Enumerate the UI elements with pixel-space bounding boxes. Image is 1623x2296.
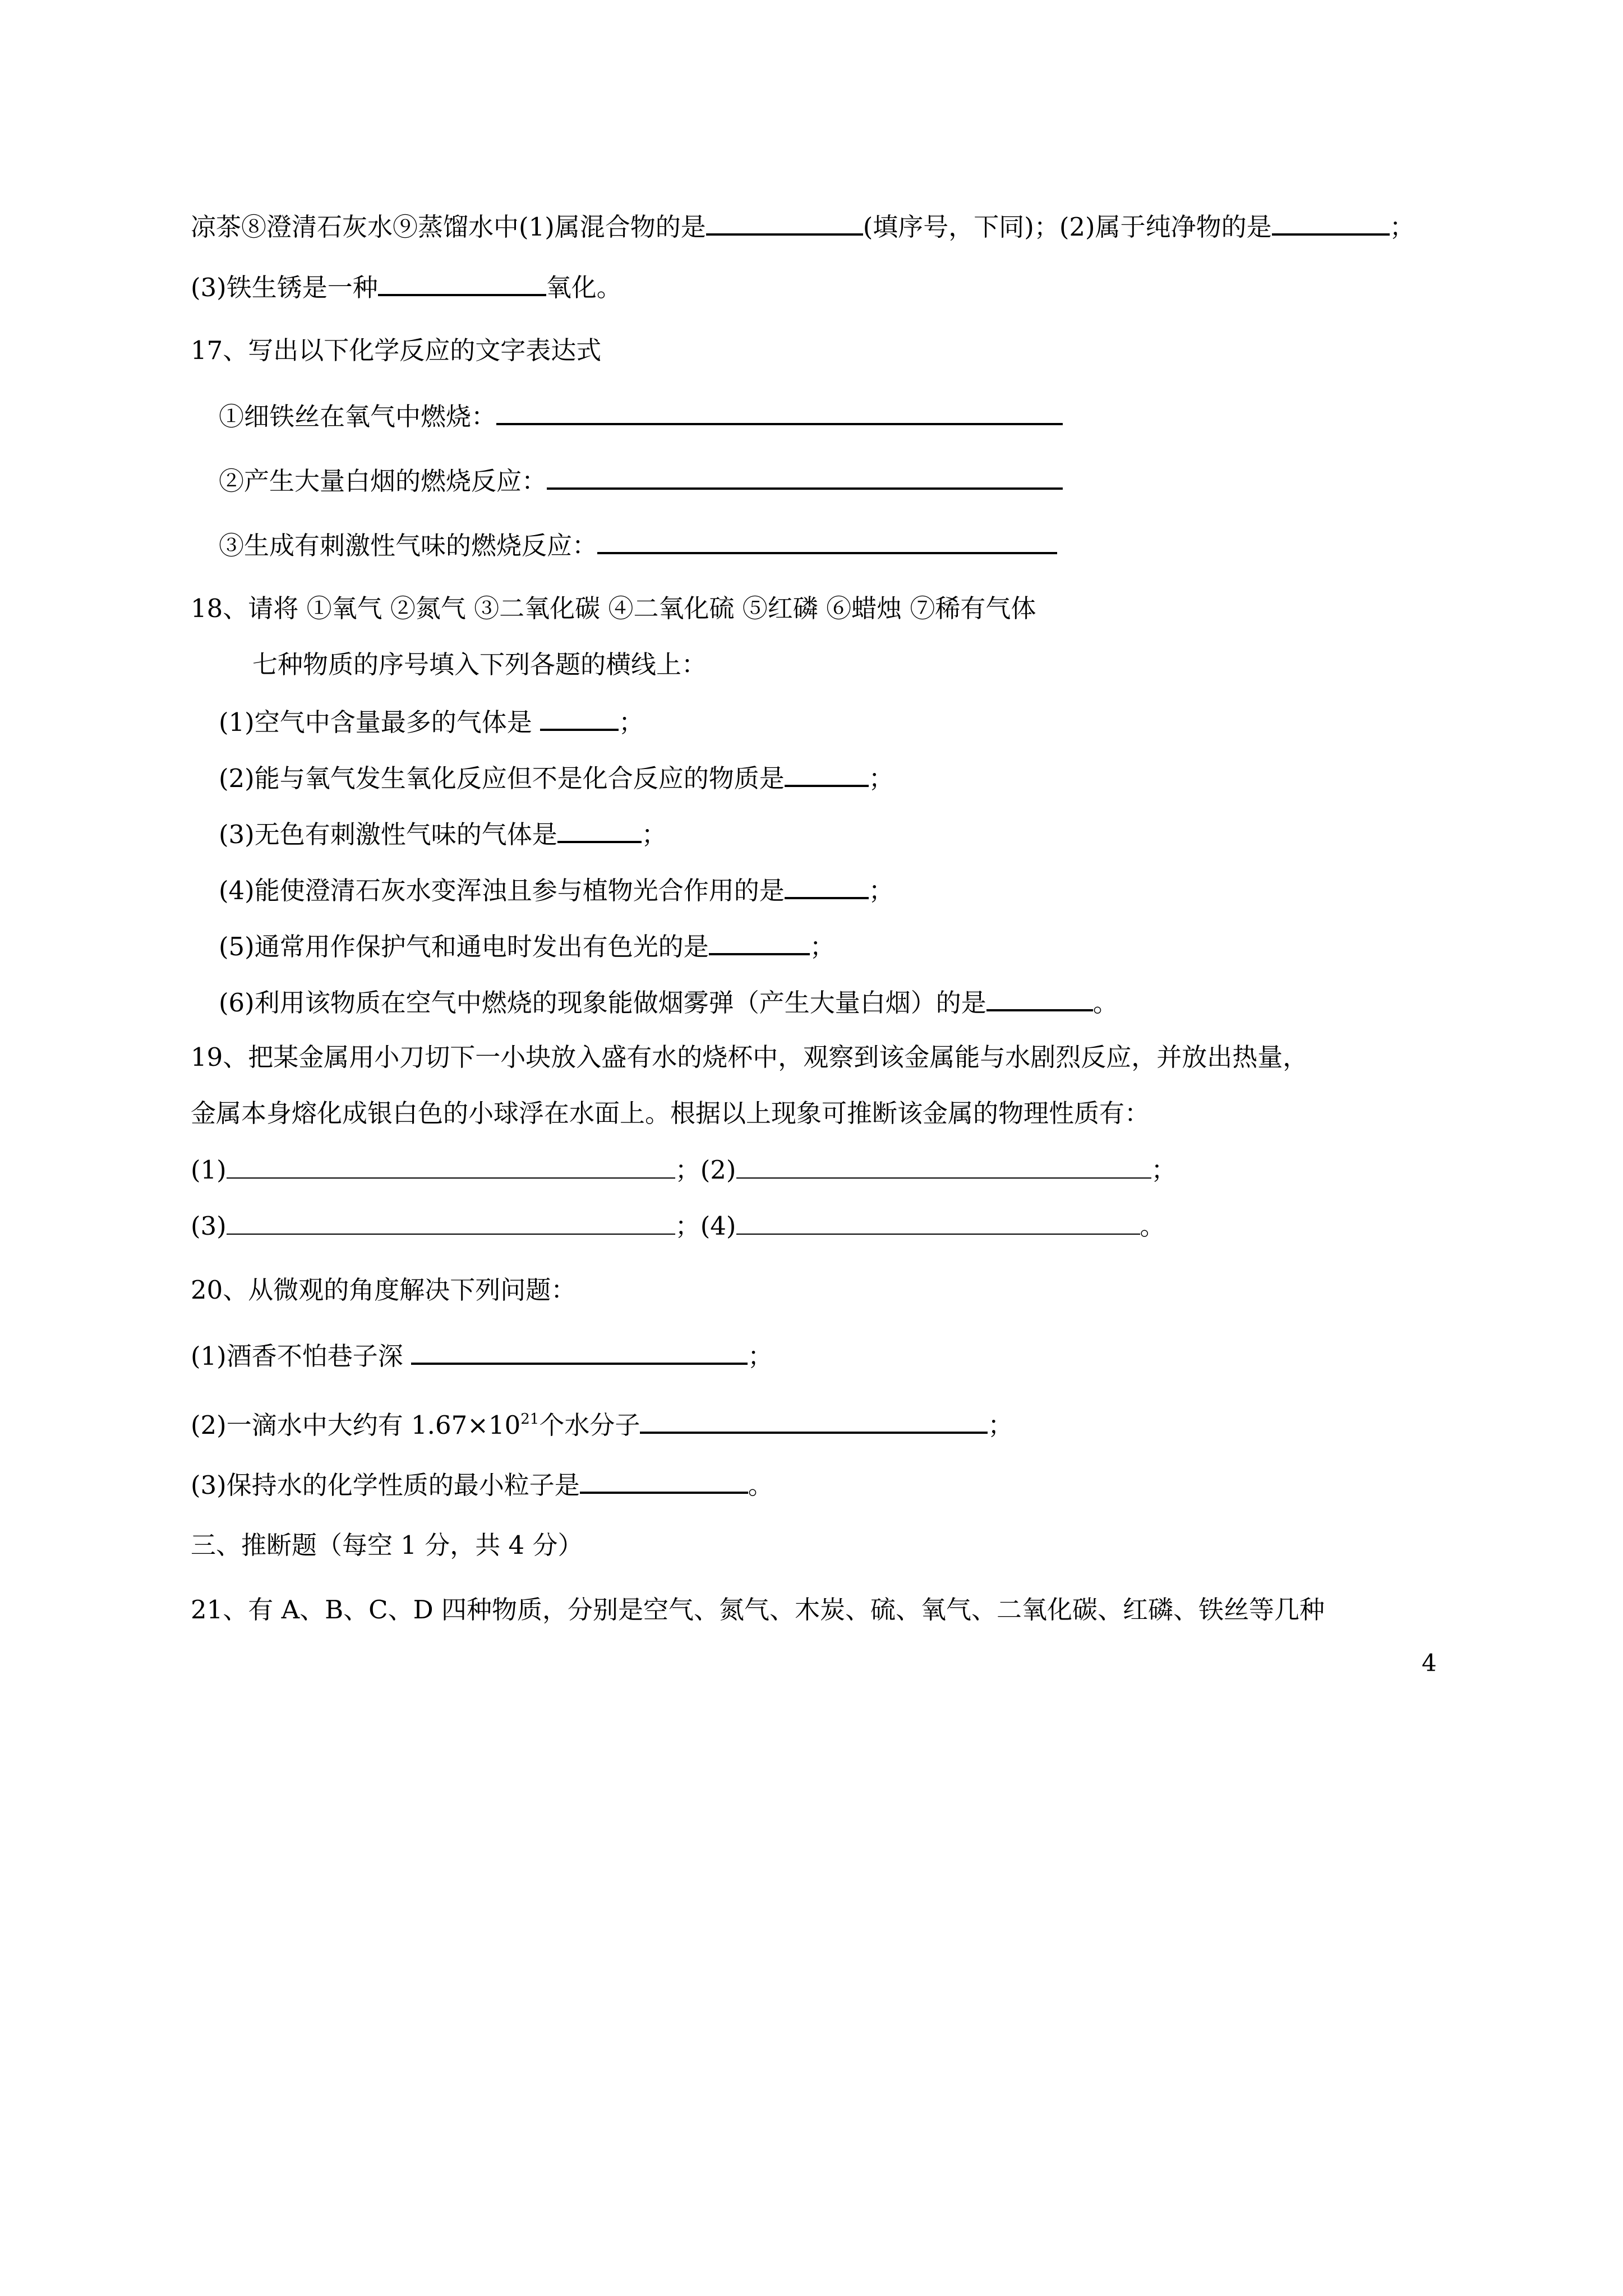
q18-item1-text: (1)空气中含量最多的气体是 xyxy=(219,707,532,737)
q16-answer-blank-2[interactable] xyxy=(1272,209,1390,236)
q18-title: 18、请将 ①氧气 ②氮气 ③二氧化碳 ④二氧化硫 ⑤红磷 ⑥蜡烛 ⑦稀有气体 xyxy=(191,593,1036,623)
q17-answer-blank-2[interactable] xyxy=(547,463,1063,490)
q18-answer-blank-3[interactable] xyxy=(557,816,642,843)
q20-answer-blank-1[interactable] xyxy=(411,1338,748,1365)
q17-item1 xyxy=(219,398,1063,434)
q18-item4 xyxy=(219,872,894,908)
q19-answers-row2 xyxy=(191,1209,1165,1243)
q17-item2-text: ②产生大量白烟的燃烧反应： xyxy=(219,466,547,496)
q16-text-a: 凉茶⑧澄清石灰水⑨蒸馏水中(1)属混合物的是 xyxy=(191,212,706,242)
page-number: 4 xyxy=(1422,1649,1437,1677)
q16-answer-blank-1[interactable] xyxy=(706,209,863,236)
q20-item2-exponent: 21 xyxy=(520,1411,540,1428)
q18-item2-text: (2)能与氧气发生氧化反应但不是化合反应的物质是 xyxy=(219,763,785,793)
q20-punct-3: 。 xyxy=(748,1470,773,1500)
q18-answer-blank-5[interactable] xyxy=(709,928,810,955)
q17-item3 xyxy=(219,527,1057,563)
q17-item3-text: ③生成有刺激性气味的燃烧反应： xyxy=(219,531,598,560)
q20-item2-text-a: (2)一滴水中大约有 1.67×10 xyxy=(191,1410,521,1440)
q16-line2 xyxy=(191,269,622,305)
q18-item3-text: (3)无色有刺激性气味的气体是 xyxy=(219,820,557,849)
q19-line2: 金属本身熔化成银白色的小球浮在水面上。根据以上现象可推断该金属的物理性质有： xyxy=(191,1098,1150,1128)
q16-text-d: (3)铁生锈是一种 xyxy=(191,273,378,302)
q18-punct-4: ； xyxy=(868,876,894,905)
q18-answer-blank-2[interactable] xyxy=(785,760,869,787)
q20-item3 xyxy=(191,1467,773,1502)
q18-answer-blank-4[interactable] xyxy=(785,872,869,899)
q17-answer-blank-3[interactable] xyxy=(597,527,1057,554)
q17-answer-blank-1[interactable] xyxy=(496,398,1063,425)
q19-punct-1: ； xyxy=(1151,1155,1177,1185)
q18-item3 xyxy=(219,816,667,852)
q16-answer-blank-3[interactable] xyxy=(378,269,546,296)
q19-label-4: ；(4) xyxy=(675,1211,736,1241)
q19-answer-blank-4[interactable] xyxy=(736,1209,1140,1235)
q20-punct-1: ； xyxy=(748,1341,773,1371)
q19-answer-blank-3[interactable] xyxy=(227,1209,675,1235)
q19-answer-blank-2[interactable] xyxy=(736,1153,1151,1179)
q18-intro: 七种物质的序号填入下列各题的横线上： xyxy=(252,650,707,679)
q20-answer-blank-2[interactable] xyxy=(640,1407,988,1434)
q18-punct-6: 。 xyxy=(1092,988,1118,1018)
q18-item6 xyxy=(219,984,1118,1020)
q20-item3-text: (3)保持水的化学性质的最小粒子是 xyxy=(191,1470,580,1500)
q17-item1-text: ①细铁丝在氧气中燃烧： xyxy=(219,402,497,431)
section3-title: 三、推断题（每空 1 分，共 4 分） xyxy=(191,1530,583,1560)
q19-answers-row1 xyxy=(191,1153,1177,1187)
q17-title: 17、写出以下化学反应的文字表达式 xyxy=(191,335,602,365)
q18-punct-2: ； xyxy=(868,763,894,793)
q18-item5 xyxy=(219,928,835,964)
q21-line1: 21、有 A、B、C、D 四种物质，分别是空气、氮气、木炭、硫、氧气、二氧化碳、红磷、铁丝等几种 xyxy=(191,1595,1325,1625)
q18-punct-5: ； xyxy=(809,932,835,961)
q18-answer-blank-1[interactable] xyxy=(540,704,619,731)
q20-item1-text: (1)酒香不怕巷子深 xyxy=(191,1341,403,1371)
q20-item2 xyxy=(191,1402,1013,1442)
q18-answer-blank-6[interactable] xyxy=(986,984,1093,1011)
q20-title: 20、从微观的角度解决下列问题： xyxy=(191,1275,577,1305)
q16-text-b: (填序号，下同)；(2)属于纯净物的是 xyxy=(863,212,1272,242)
q20-answer-blank-3[interactable] xyxy=(580,1467,748,1494)
q17-item2 xyxy=(219,463,1063,498)
q18-item6-text: (6)利用该物质在空气中燃烧的现象能做烟雾弹（产生大量白烟）的是 xyxy=(219,988,986,1018)
q16-text-c: ； xyxy=(1389,212,1415,242)
q20-item1 xyxy=(191,1338,773,1373)
q16-text-e: 氧化。 xyxy=(546,273,622,302)
q18-punct-1: ； xyxy=(619,707,644,737)
q19-answer-blank-1[interactable] xyxy=(227,1153,675,1179)
q19-line1: 19、把某金属用小刀切下一小块放入盛有水的烧杯中，观察到该金属能与水剧烈反应，并放出热量， xyxy=(191,1042,1308,1072)
q18-punct-3: ； xyxy=(641,820,667,849)
q18-item4-text: (4)能使澄清石灰水变浑浊且参与植物光合作用的是 xyxy=(219,876,785,905)
q20-punct-2: ； xyxy=(988,1410,1013,1440)
q20-item2-text-b: 个水分子 xyxy=(539,1410,640,1440)
q19-label-3: (3) xyxy=(191,1211,227,1241)
q19-label-2: ；(2) xyxy=(675,1155,736,1185)
q18-item1 xyxy=(219,704,644,739)
q18-item5-text: (5)通常用作保护气和通电时发出有色光的是 xyxy=(219,932,709,961)
q16-line1 xyxy=(191,209,1415,244)
q19-punct-2: 。 xyxy=(1140,1211,1165,1241)
q18-item2 xyxy=(219,760,894,795)
q19-label-1: (1) xyxy=(191,1155,227,1185)
